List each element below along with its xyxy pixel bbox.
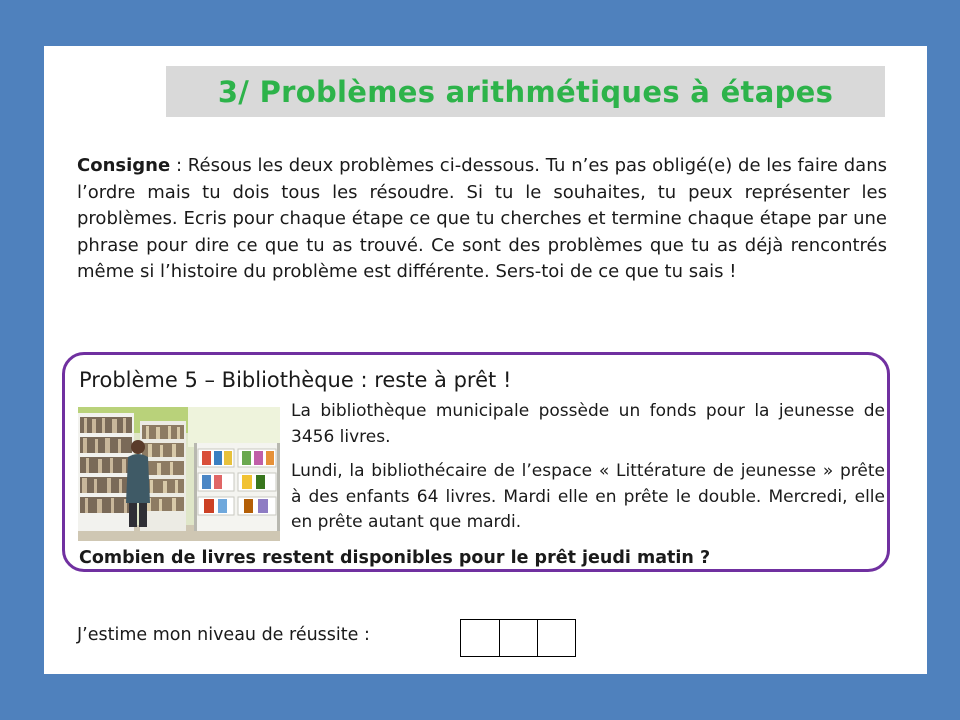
self-assessment-grid xyxy=(460,619,576,657)
instructions-text: : Résous les deux problèmes ci-dessous. Tu n’es pas obligé(e) de les faire dans l’ordre mais tu dois tous les résoudre. Si tu le souhaites, tu peux représenter les problèmes. Ecris pour chaque étape ce que tu cherches et termine chaque étape par une phrase pour dire ce que tu as trouvé. Ce sont des problèmes que tu as déjà rencontrés même si l’histoire du problème est différente. Sers-toi de ce que tu sais ! xyxy=(77,155,887,283)
problem-paragraph-1: La bibliothèque municipale possède un fonds pour la jeunesse de 3456 livres. xyxy=(291,401,885,447)
problem-statement xyxy=(291,399,885,536)
self-assessment-label: J’estime mon niveau de réussite : xyxy=(77,625,370,645)
self-assessment-cell[interactable] xyxy=(499,620,537,656)
instructions-paragraph xyxy=(77,153,887,286)
problem-paragraph-2: Lundi, la bibliothécaire de l’espace « Littérature de jeunesse » prête à des enfants 64 livres. Mardi elle en prête le double. Mercredi, elle en prête autant que mardi. xyxy=(291,461,885,532)
problem-question: Combien de livres restent disponibles pour le prêt jeudi matin ? xyxy=(79,548,711,568)
problem-5-box xyxy=(62,352,890,572)
library-illustration xyxy=(78,407,280,541)
library-photo xyxy=(78,407,280,541)
page-title: 3/ Problèmes arithmétiques à étapes xyxy=(217,74,834,109)
worksheet-page xyxy=(44,46,927,674)
problem-title: Problème 5 – Bibliothèque : reste à prêt ! xyxy=(79,368,512,392)
self-assessment-cell[interactable] xyxy=(461,620,499,656)
title-banner xyxy=(166,66,885,117)
self-assessment-cell[interactable] xyxy=(537,620,575,656)
instructions-label: Consigne xyxy=(77,155,171,176)
